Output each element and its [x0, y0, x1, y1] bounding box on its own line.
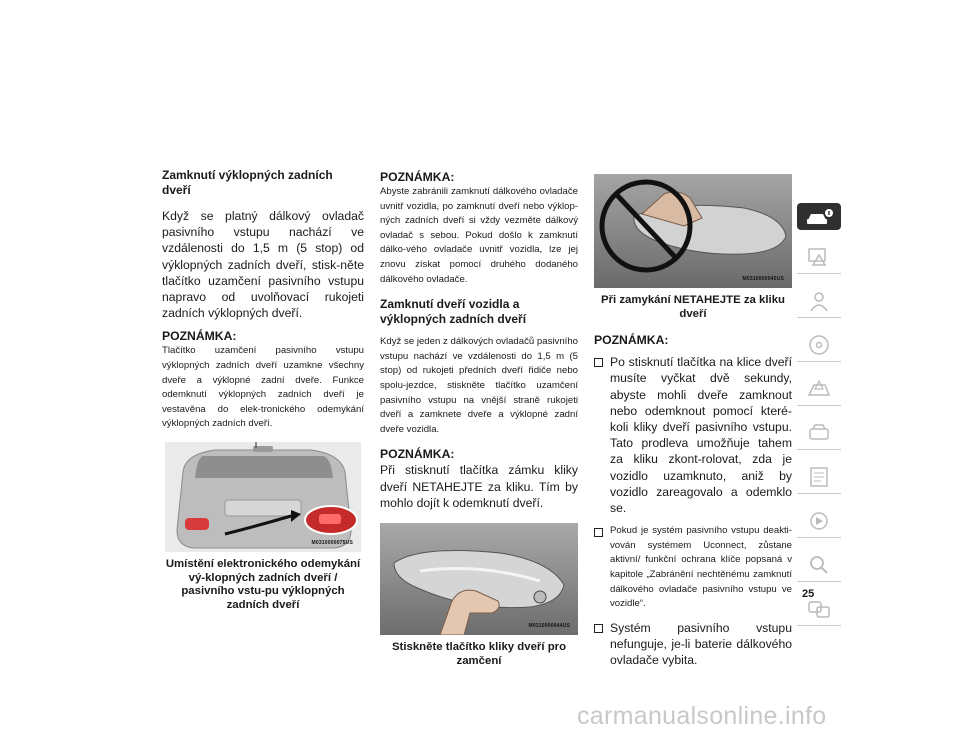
- note-label: POZNÁMKA:: [162, 329, 237, 344]
- figure-code: M0310000045US: [742, 276, 784, 282]
- door-handle-illustration: [380, 523, 578, 635]
- tab-index[interactable]: [797, 549, 841, 582]
- note-label: POZNÁMKA:: [380, 170, 455, 184]
- body-paragraph: Když se jeden z dálkových ovladačů pasivního vstupu nachází ve vzdálenosti do 1,5 m (5 stop) od rukojeti předních dveří řidiče nebo spolu-jezdce, stiskněte tlačítko uzamčení pasivního vstupu na vnější straně rukojeti dveří a zamknete dveře a výklopné zadní dveře vozidla.: [380, 336, 578, 435]
- bullet-box-icon: [594, 358, 603, 367]
- body-paragraph: Když se platný dálkový ovladač pasivního vstupu nachází ve vzdálenosti do 1,5 m (5 stop) od výklopných zadních dveří, stisk-něte tlačítko uzamčení pasivního vstupu napravo od uvolňovací rukojeti zadních výklopných dveří.: [162, 209, 364, 321]
- multimedia-icon: [805, 509, 833, 533]
- list-item: Systém pasivního vstupu nefunguje, je-li baterie dálkového ovladače vybita.: [594, 620, 792, 669]
- figure-caption: Při zamykání NETAHEJTE za kliku dveří: [600, 294, 785, 320]
- tab-safety[interactable]: [797, 285, 841, 318]
- figure-caption: Stiskněte tlačítko kliky dveří pro zamčení: [391, 640, 567, 667]
- liftgate-illustration: [165, 442, 361, 552]
- emergency-icon: [805, 377, 833, 401]
- language-icon: [805, 597, 833, 621]
- column-left: [162, 168, 364, 612]
- tab-car-info[interactable]: [797, 203, 841, 230]
- tab-specifications[interactable]: [797, 461, 841, 494]
- note-label: POZNÁMKA:: [380, 447, 455, 462]
- specifications-icon: [805, 465, 833, 489]
- column-right: [594, 174, 792, 676]
- list-item: Po stisknutí tlačítka na klice dveří musíte vyčkat dvě sekundy, abyste mohli dveře zamknout nebo odemknout pomocí které-koli kliky dveří pasivního vstupu. Tato prodleva umožňuje tahem za kliku zkont-rolovat, zda je vozidlo uzamknuto, aniž by vozidlo zareagovalo a odemklo se.: [594, 354, 792, 516]
- car-info-icon: [805, 207, 833, 227]
- do-not-pull-illustration: [594, 174, 792, 288]
- door-handle-figure: [380, 523, 578, 635]
- section-heading-door-lock: Zamknutí dveří vozidla a výklopných zadních dveří: [380, 297, 527, 327]
- column-middle: [380, 170, 578, 668]
- watermark: carmanualsonline.info: [577, 702, 827, 730]
- section-heading-liftgate-lock: Zamknutí výklopných zadních dveří: [162, 168, 333, 197]
- figure-code: M0310000075US: [311, 539, 353, 546]
- bullet-box-icon: [594, 528, 603, 537]
- do-not-pull-figure: [594, 174, 792, 288]
- tab-driving[interactable]: [797, 329, 841, 362]
- liftgate-figure: [165, 442, 361, 552]
- safety-icon: [805, 289, 833, 313]
- note-text: Při stisknutí tlačítka zámku kliky dveří NETAHEJTE za kliku. Tím by mohlo dojít k odemknutí dveří.: [380, 463, 578, 510]
- note-label: POZNÁMKA:: [594, 333, 669, 348]
- steering-wheel-icon: [805, 333, 833, 357]
- tab-multimedia[interactable]: [797, 505, 841, 538]
- note-text: Tlačítko uzamčení pasivního vstupu výklopných zadních dveří uzamkne všechny dveře a výklopné zadní dveře. Funkce odemknutí výklopných zadních dveří je vestavěna do elek-tronického odemykání výklopných zadních dveří.: [162, 345, 364, 430]
- chapter-tabs: [797, 203, 841, 637]
- bullet-box-icon: [594, 624, 603, 633]
- figure-caption: Umístění elektronického odemykání vý-klopných zadních dveří / pasivního vstu-pu výklopných zadních dveří: [165, 557, 361, 611]
- tab-emergency[interactable]: [797, 373, 841, 406]
- service-icon: [805, 421, 833, 445]
- note-bullet-list: [594, 354, 792, 668]
- tab-service[interactable]: [797, 417, 841, 450]
- list-item: Pokud je systém pasivního vstupu deakti-vován systémem Uconnect, zůstane aktivní/ funkční ochrana klíče popsaná v kapitole „Zabránění nechtěnému zamknutí dálkového ovladače pasivního vstupu ve vozidle“.: [594, 524, 792, 612]
- note-text: Abyste zabránili zamknutí dálkového ovladače uvnitř vozidla, po zamknutí dveří nebo výklop-ných zadních dveří si vždy vezměte dálkový ovladač s sebou. Pokud došlo k zamknutí dálko-vého ovladače uvnitř vozidla, lze jej znovu získat pomocí druhého dodaného dálkového ovladače.: [380, 186, 578, 285]
- figure-code: M0310000044US: [528, 622, 570, 629]
- warning-lights-icon: [805, 245, 833, 269]
- index-search-icon: [805, 553, 833, 577]
- page-number: 25: [802, 588, 815, 600]
- tab-warning-lights[interactable]: [797, 241, 841, 274]
